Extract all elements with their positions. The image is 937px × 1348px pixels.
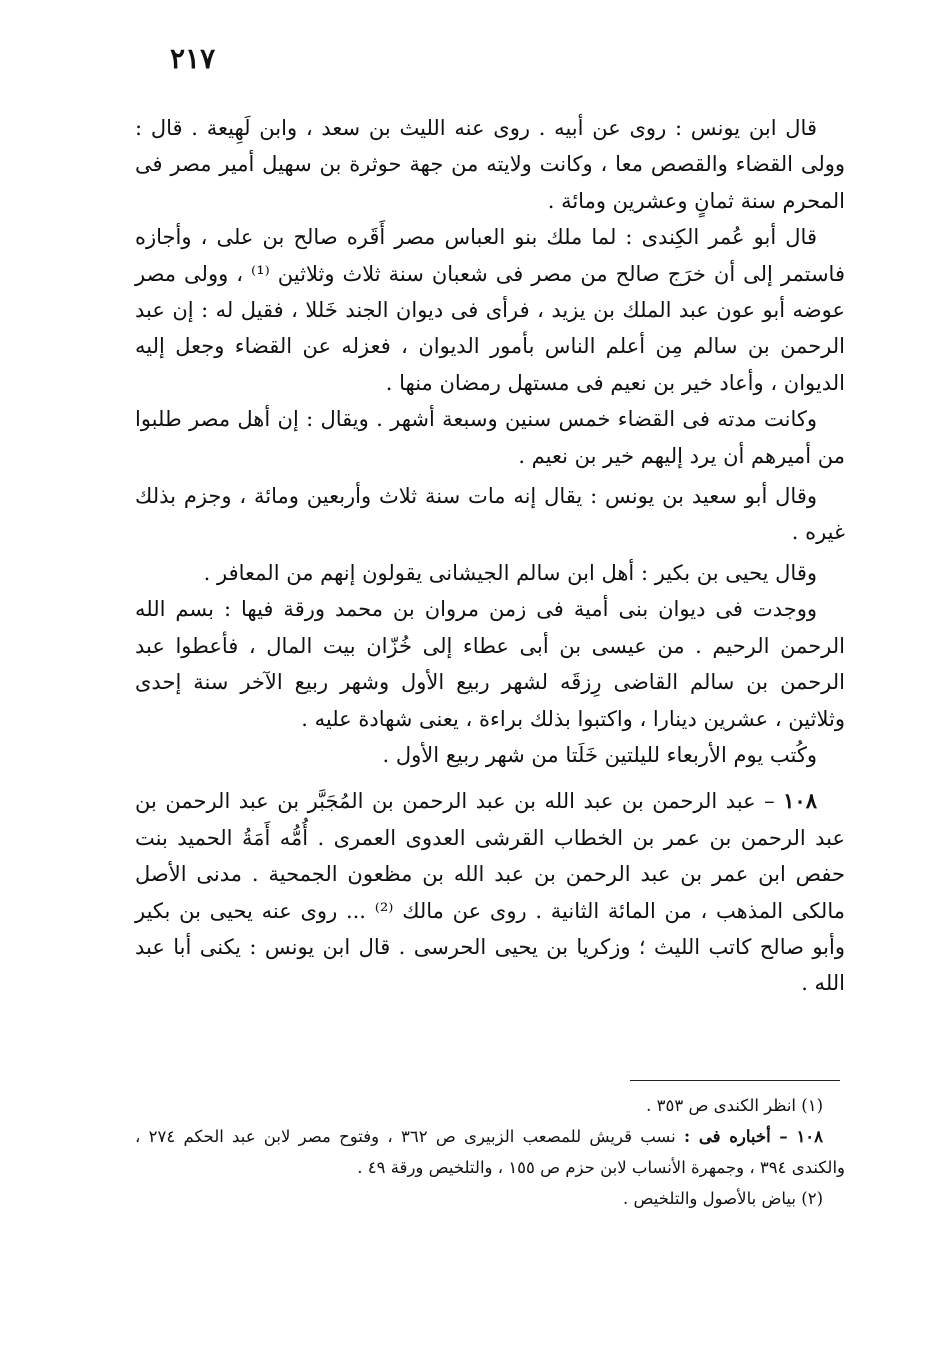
paragraph-7: وكُتب يوم الأربعاء لليلتين خَلَتا من شهر ربيع الأول . — [382, 742, 817, 767]
entry-text: – عبد الرحمن بن عبد الله بن عبد الرحمن بن المُجَبَّر بن عبد الرحمن بن عبد الرحمن بن عمر بن الخطاب القرشى العدوى العمرى . أُمُّه أَمَةُ الحميد بنت حفص ابن عمر بن عبد الرحمن بن عبد الله بن مظعون الجمحية . مدنى الأصل مالكى المذهب ، من المائة الثانية . روى عن مالك ⁽²⁾ ... روى عنه يحيى بن بكير وأبو صالح كاتب الليث ؛ وزكريا بن يحيى الحرسى . قال ابن يونس : يكنى أبا عبد الله . — [135, 789, 845, 996]
paragraph-5: وقال يحيى بن بكير : أهل ابن سالم الجيشانى يقولون إنهم من المعافر . — [203, 560, 817, 585]
main-text — [135, 110, 845, 1002]
paragraph-4: وقال أبو سعيد بن يونس : يقال إنه مات سنة ثلاث وأربعين ومائة ، وجزم بذلك غيره . — [135, 484, 845, 545]
footnote-separator — [630, 1080, 840, 1081]
paragraph-2: قال أبو عُمر الكِندى : لما ملك بنو العباس مصر أَقَره صالح بن على ، وأجازه فاستمر إلى أن خرَج صالح من مصر فى شعبان سنة ثلاث وثلاثين ⁽¹⁾ ، وولى مصر عوضه أبو عون عبد الملك بن يزيد ، فرأى فى ديوان الجند خَللا ، فقيل له : إن عبد الرحمن بن سالم مِن أعلم الناس بأمور الديوان ، فعزله عن القضاء وجعل إليه الديوان ، وأعاد خير بن نعيم فى مستهل رمضان منها . — [135, 225, 845, 395]
paragraph-3: وكانت مدته فى القضاء خمس سنين وسبعة أشهر . ويقال : إن أهل مصر طلبوا من أميرهم أن يرد إليهم خير بن نعيم . — [135, 407, 845, 468]
footnote-entry-head: ١٠٨ – أخباره فى : — [684, 1127, 824, 1146]
paragraph-6: ووجدت فى ديوان بنى أمية فى زمن مروان بن محمد ورقة فيها : بسم الله الرحمن الرحيم . من عيسى بن أبى عطاء إلى خُزّان بيت المال ، فأعطوا عبد الرحمن بن سالم القاضى رِزقَه لشهر ربيع الأول وشهر ربيع الآخر سنة إحدى وثلاثين ، عشرين دينارا ، واكتبوا بذلك براءة ، يعنى شهادة عليه . — [135, 597, 845, 731]
entry-number: ١٠٨ — [783, 788, 817, 814]
footnotes — [135, 1090, 845, 1214]
footnote-entry-text: نسب قريش للمصعب الزبيرى ص ٣٦٢ ، وفتوح مصر لابن عبد الحكم ٢٧٤ ، والكندى ٣٩٤ ، وجمهرة الأنساب لابن حزم ص ١٥٥ ، والتلخيص ورقة ٤٩ . — [135, 1127, 845, 1177]
footnote-entry-sources — [135, 1121, 845, 1183]
paragraph-1: قال ابن يونس : روى عن أبيه . روى عنه الليث بن سعد ، وابن لَهِيعة . قال : وولى القضاء والقصص معا ، وكانت ولايته من جهة حوثرة بن سهيل أمير مصر فى المحرم سنة ثمانٍ وعشرين ومائة . — [135, 116, 845, 213]
footnote-1: (١) انظر الكندى ص ٣٥٣ . — [646, 1096, 823, 1115]
footnote-2: (٢) بياض بالأصول والتلخيص . — [623, 1189, 823, 1208]
biography-entry — [135, 783, 845, 1001]
page-number: ٢١٧ — [170, 42, 216, 75]
